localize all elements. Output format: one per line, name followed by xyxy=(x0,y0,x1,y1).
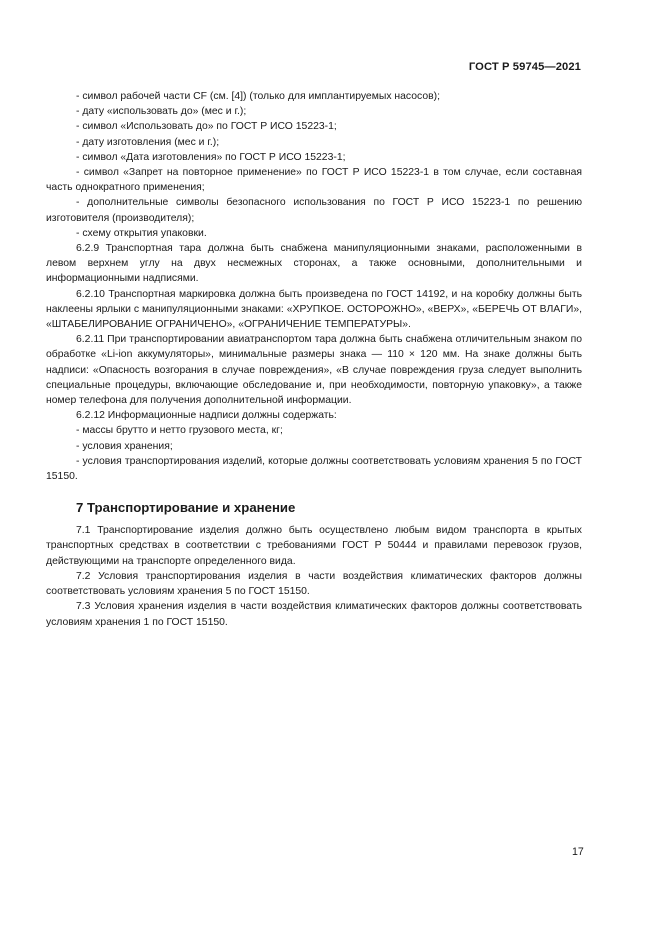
list-item: - условия транспортирования изделий, которые должны соответствовать условиям хранения 5 по ГОСТ 15150. xyxy=(46,455,582,483)
clause-6-2-12: 6.2.12 Информационные надписи должны содержать: xyxy=(76,410,337,422)
clause-7-3: 7.3 Условия хранения изделия в части воздействия климатических факторов должны соответствовать условиям хранения 1 по ГОСТ 15150. xyxy=(46,601,582,628)
clause-7-1: 7.1 Транспортирование изделия должно быть осуществлено любым видом транспорта в крытых транспортных средствах в соответствии с требованиями ГОСТ Р 50444 и правилами перевозок грузов, действующими на транспорте определенного вида. xyxy=(46,525,582,567)
page-body xyxy=(46,89,582,630)
list-item: - символ рабочей части CF (см. [4]) (только для имплантируемых насосов); xyxy=(76,91,440,102)
list-item: - дополнительные символы безопасного использования по ГОСТ Р ИСО 15223-1 по решению изготовителя (производителя); xyxy=(46,197,582,224)
list-item: - символ «Запрет на повторное применение» по ГОСТ Р ИСО 15223-1 в том случае, если составная часть однократного применения; xyxy=(46,167,582,194)
list-item: - условия хранения; xyxy=(76,440,173,452)
page-number: 17 xyxy=(572,846,584,858)
list-item: - дату «использовать до» (мес и г.); xyxy=(76,106,247,118)
list-item: - символ «Дата изготовления» по ГОСТ Р ИСО 15223-1; xyxy=(76,151,346,163)
standard-designation: ГОСТ Р 59745—2021 xyxy=(468,61,581,73)
clause-6-2-9: 6.2.9 Транспортная тара должна быть снабжена манипуляционными знаками, расположенными в левом верхнем углу на двух несмежных сторонах, а также основными, дополнительными и информационными надписями. xyxy=(46,243,582,285)
list-item: - схему открытия упаковки. xyxy=(76,227,207,239)
clause-6-2-11: 6.2.11 При транспортировании авиатранспортом тара должна быть снабжена отличительным знаком по обработке «Li-ion аккумуляторы», минимальные размеры знака — 110 × 120 мм. На знаке должны быть надписи: «Опасность возгорания в случае повреждения», «В случае повреждения груза следует выполнить специальные процедуры, включающие обследование и, при необходимости, повторную упаковку», а также номер телефона для получения дополнительной информации. xyxy=(46,334,582,407)
section-heading: 7 Транспортирование и хранение xyxy=(76,500,296,516)
list-item: - дату изготовления (мес и г.); xyxy=(76,136,220,148)
list-item: - массы брутто и нетто грузового места, кг; xyxy=(76,425,283,437)
list-item: - символ «Использовать до» по ГОСТ Р ИСО 15223-1; xyxy=(76,121,337,133)
clause-6-2-10: 6.2.10 Транспортная маркировка должна быть произведена по ГОСТ 14192, и на коробку должны быть наклеены ярлыки с манипуляционными знаками: «ХРУПКОЕ. ОСТОРОЖНО», «ВЕРХ», «БЕРЕЧЬ ОТ ВЛАГИ», «ШТАБЕЛИРОВАНИЕ ОГРАНИЧЕНО», «ОГРАНИЧЕНИЕ ТЕМПЕРАТУРЫ». xyxy=(46,288,582,331)
clause-7-2: 7.2 Условия транспортирования изделия в части воздействия климатических факторов должны соответствовать условиям хранения 5 по ГОСТ 15150. xyxy=(46,570,582,598)
